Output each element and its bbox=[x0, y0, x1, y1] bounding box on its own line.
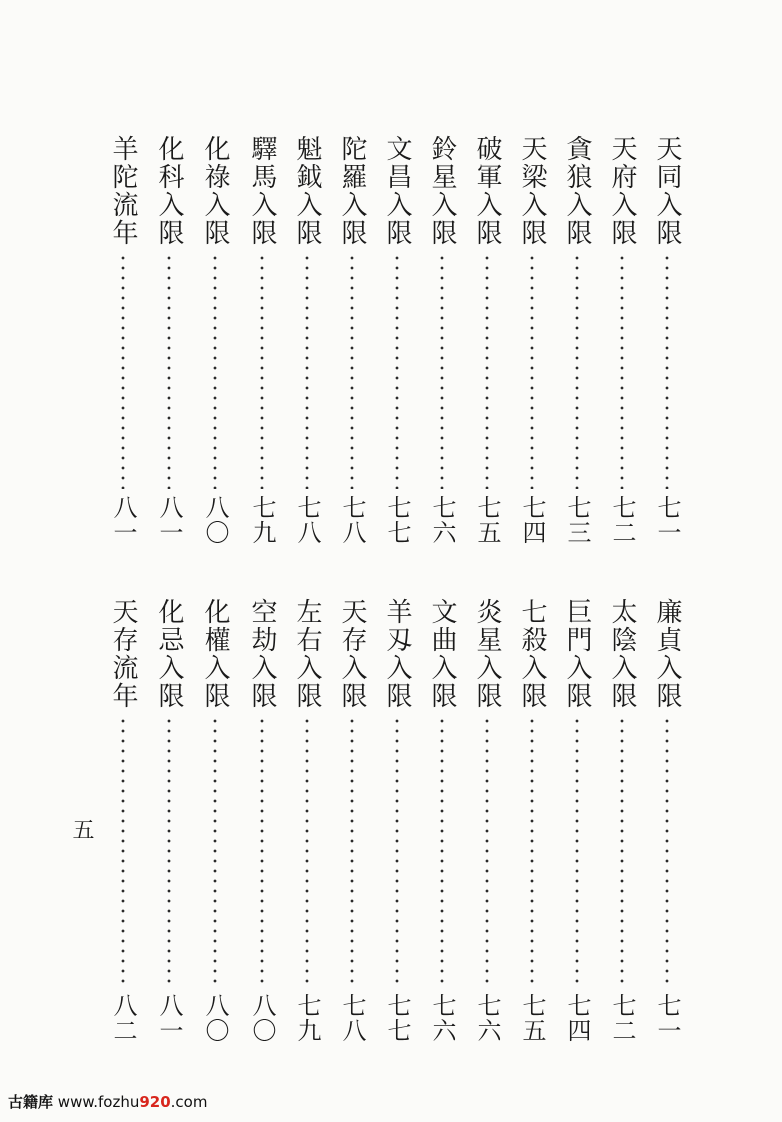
toc-entry[interactable] bbox=[470, 135, 504, 545]
leader-dots bbox=[620, 253, 624, 489]
toc-entry-title: 羊陀流年 bbox=[108, 135, 138, 247]
toc-entry[interactable] bbox=[290, 135, 324, 545]
watermark-url-suffix: .com bbox=[170, 1093, 208, 1111]
toc-entry-title: 廉貞入限 bbox=[652, 598, 682, 710]
toc-entry[interactable] bbox=[650, 135, 684, 545]
toc-entry-page: 七五 bbox=[518, 993, 546, 1043]
toc-entry-page: 八一 bbox=[155, 993, 183, 1043]
toc-entry-title: 化祿入限 bbox=[200, 135, 230, 247]
toc-entry-page: 七一 bbox=[653, 993, 681, 1043]
toc-entry-title: 文曲入限 bbox=[427, 598, 457, 710]
toc-entry[interactable] bbox=[560, 135, 594, 545]
toc-entry-page: 七八 bbox=[338, 495, 366, 545]
toc-entry-title: 天同入限 bbox=[652, 135, 682, 247]
toc-entry-page: 七五 bbox=[473, 495, 501, 545]
toc-entry-page: 八〇 bbox=[201, 993, 229, 1043]
leader-dots bbox=[167, 253, 171, 489]
toc-entry[interactable] bbox=[198, 598, 232, 1043]
leader-dots bbox=[121, 716, 125, 987]
leader-dots bbox=[305, 716, 309, 987]
toc-entry[interactable] bbox=[152, 135, 186, 545]
leader-dots bbox=[575, 253, 579, 489]
leader-dots bbox=[260, 253, 264, 489]
folio-page-number: 五 bbox=[69, 818, 94, 840]
toc-entry-page: 七四 bbox=[563, 993, 591, 1043]
leader-dots bbox=[350, 716, 354, 987]
toc-entry-title: 化科入限 bbox=[154, 135, 184, 247]
leader-dots bbox=[121, 253, 125, 489]
leader-dots bbox=[213, 716, 217, 987]
toc-entry[interactable] bbox=[605, 598, 639, 1043]
leader-dots bbox=[575, 716, 579, 987]
toc-entry[interactable] bbox=[335, 135, 369, 545]
watermark-url-prefix: www.fozhu bbox=[57, 1093, 140, 1111]
toc-entry-page: 七八 bbox=[293, 495, 321, 545]
leader-dots bbox=[485, 253, 489, 489]
leader-dots bbox=[620, 716, 624, 987]
toc-entry[interactable] bbox=[245, 135, 279, 545]
toc-entry-page: 八一 bbox=[155, 495, 183, 545]
toc-entry[interactable] bbox=[290, 598, 324, 1043]
toc-entry-title: 鈴星入限 bbox=[427, 135, 457, 247]
toc-entry-title: 貪狼入限 bbox=[562, 135, 592, 247]
toc-entry-page: 七六 bbox=[428, 495, 456, 545]
leader-dots bbox=[167, 716, 171, 987]
leader-dots bbox=[440, 253, 444, 489]
toc-entry-title: 天府入限 bbox=[607, 135, 637, 247]
leader-dots bbox=[665, 253, 669, 489]
leader-dots bbox=[530, 253, 534, 489]
toc-entry-title: 巨門入限 bbox=[562, 598, 592, 710]
site-watermark[interactable] bbox=[8, 1091, 207, 1112]
leader-dots bbox=[395, 253, 399, 489]
toc-entry-page: 八一 bbox=[109, 495, 137, 545]
toc-entry-page: 八〇 bbox=[201, 495, 229, 545]
leader-dots bbox=[350, 253, 354, 489]
leader-dots bbox=[395, 716, 399, 987]
toc-entry-page: 七一 bbox=[653, 495, 681, 545]
toc-entry[interactable] bbox=[245, 598, 279, 1043]
toc-entry-page: 七九 bbox=[293, 993, 321, 1043]
toc-entry-page: 七二 bbox=[608, 495, 636, 545]
toc-entry[interactable] bbox=[152, 598, 186, 1043]
leader-dots bbox=[665, 716, 669, 987]
toc-entry-page: 八二 bbox=[109, 993, 137, 1043]
leader-dots bbox=[530, 716, 534, 987]
toc-entry[interactable] bbox=[335, 598, 369, 1043]
toc-entry[interactable] bbox=[605, 135, 639, 545]
toc-entry-title: 天梁入限 bbox=[517, 135, 547, 247]
toc-entry-title: 化權入限 bbox=[200, 598, 230, 710]
toc-entry[interactable] bbox=[106, 598, 140, 1043]
toc-entry-page: 七二 bbox=[608, 993, 636, 1043]
toc-entry[interactable] bbox=[515, 598, 549, 1043]
watermark-site-name: 古籍库 bbox=[8, 1093, 54, 1111]
toc-entry[interactable] bbox=[470, 598, 504, 1043]
leader-dots bbox=[485, 716, 489, 987]
toc-entry-title: 化忌入限 bbox=[154, 598, 184, 710]
toc-entry[interactable] bbox=[380, 135, 414, 545]
toc-entry[interactable] bbox=[560, 598, 594, 1043]
toc-entry-title: 驛馬入限 bbox=[247, 135, 277, 247]
toc-entry-title: 破軍入限 bbox=[472, 135, 502, 247]
toc-entry-page: 七九 bbox=[248, 495, 276, 545]
toc-entry-title: 天存入限 bbox=[337, 598, 367, 710]
leader-dots bbox=[260, 716, 264, 987]
toc-entry-title: 左右入限 bbox=[292, 598, 322, 710]
watermark-url-number: 920 bbox=[139, 1093, 171, 1111]
toc-entry-title: 太陰入限 bbox=[607, 598, 637, 710]
toc-entry-title: 魁鉞入限 bbox=[292, 135, 322, 247]
toc-entry[interactable] bbox=[198, 135, 232, 545]
toc-entry-title: 文昌入限 bbox=[382, 135, 412, 247]
toc-entry-title: 陀羅入限 bbox=[337, 135, 367, 247]
toc-entry-page: 七六 bbox=[473, 993, 501, 1043]
toc-entry-title: 天存流年 bbox=[108, 598, 138, 710]
toc-entry-page: 七三 bbox=[563, 495, 591, 545]
leader-dots bbox=[305, 253, 309, 489]
toc-entry-page: 八〇 bbox=[248, 993, 276, 1043]
toc-entry-page: 七八 bbox=[338, 993, 366, 1043]
toc-entry-page: 七七 bbox=[383, 993, 411, 1043]
toc-entry-page: 七四 bbox=[518, 495, 546, 545]
toc-entry[interactable] bbox=[425, 598, 459, 1043]
toc-entry[interactable] bbox=[106, 135, 140, 545]
toc-entry[interactable] bbox=[650, 598, 684, 1043]
toc-entry-title: 七殺入限 bbox=[517, 598, 547, 710]
toc-entry[interactable] bbox=[425, 135, 459, 545]
toc-entry-page: 七六 bbox=[428, 993, 456, 1043]
toc-entry-title: 空劫入限 bbox=[247, 598, 277, 710]
toc-entry-title: 炎星入限 bbox=[472, 598, 502, 710]
toc-entry-page: 七七 bbox=[383, 495, 411, 545]
toc-entry[interactable] bbox=[515, 135, 549, 545]
toc-entry[interactable] bbox=[380, 598, 414, 1043]
leader-dots bbox=[213, 253, 217, 489]
toc-entry-title: 羊刄入限 bbox=[382, 598, 412, 710]
leader-dots bbox=[440, 716, 444, 987]
